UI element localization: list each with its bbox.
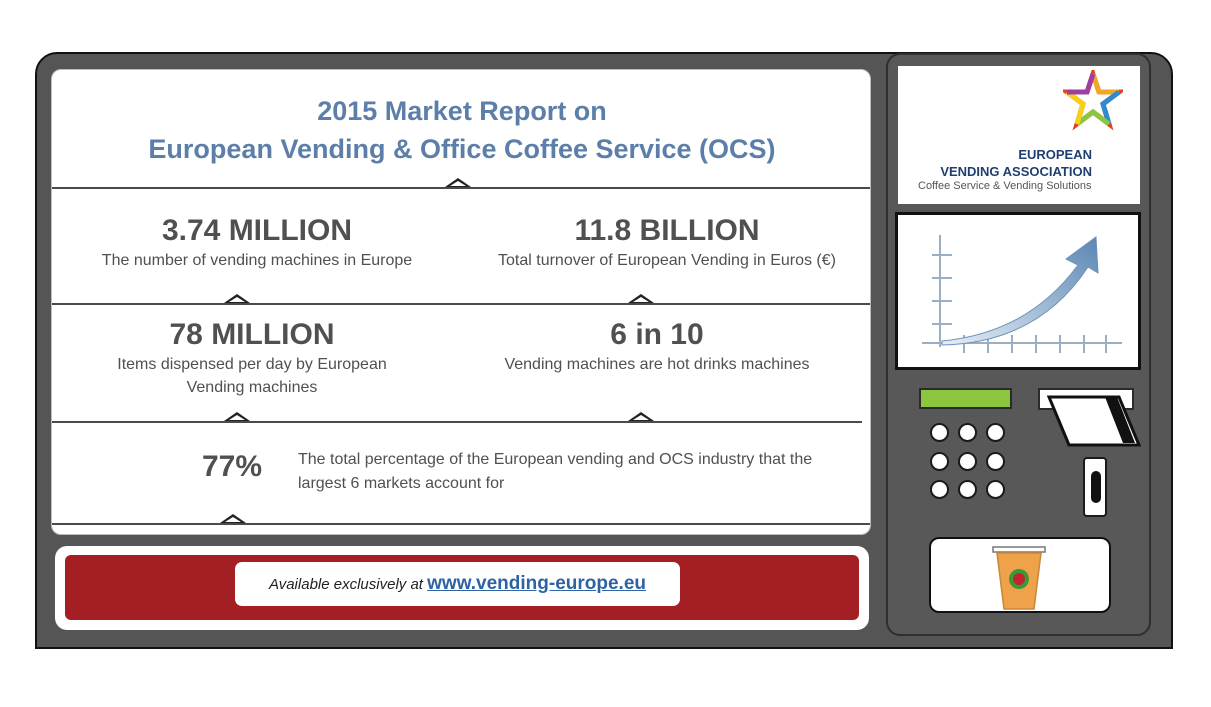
info-screen (51, 69, 871, 535)
logo-name-line-2: VENDING ASSOCIATION (940, 164, 1092, 179)
stat-value: 6 in 10 (610, 318, 704, 351)
divider (52, 187, 871, 189)
stat-description: Items dispensed per day by European Vending machines (117, 356, 387, 396)
star-icon (1063, 70, 1123, 134)
coin-slot[interactable] (1083, 457, 1107, 517)
stat-turnover (472, 213, 862, 272)
divider-notch (224, 294, 250, 303)
keypad-key[interactable] (930, 452, 949, 471)
card-icon (1045, 395, 1141, 447)
keypad-key[interactable] (986, 452, 1005, 471)
stat-description: Total turnover of European Vending in Euros (€) (498, 252, 836, 269)
coffee-cup-icon (989, 543, 1049, 613)
divider-notch (445, 178, 471, 187)
keypad-key[interactable] (930, 480, 949, 499)
page-title (52, 92, 871, 168)
divider (52, 303, 472, 305)
keypad-key[interactable] (986, 423, 1005, 442)
stat-items (92, 317, 412, 399)
cup-dispenser (929, 537, 1111, 613)
title-line-2: European Vending & Office Coffee Service (OCS) (148, 134, 776, 164)
logo-name (940, 146, 1092, 180)
keypad-key[interactable] (930, 423, 949, 442)
stat-hot-drinks (472, 317, 842, 376)
divider-notch (628, 412, 654, 421)
stat-description: Vending machines are hot drinks machines (504, 356, 810, 373)
divider-notch (220, 514, 246, 523)
share-description: The total percentage of the European vending and OCS industry that the largest 6 markets account for (298, 451, 813, 492)
divider (472, 303, 871, 305)
growth-chart-icon (898, 215, 1138, 367)
stat-value: 3.74 MILLION (161, 214, 353, 247)
share-value: 77% (202, 450, 263, 483)
stat-machines (72, 213, 442, 272)
stat-description: The number of vending machines in Europe (101, 252, 413, 269)
growth-chart-panel (895, 212, 1141, 370)
keypad-key[interactable] (986, 480, 1005, 499)
stat-value: 78 MILLION (169, 318, 335, 351)
divider-notch (628, 294, 654, 303)
logo-tagline: Coffee Service & Vending Solutions (918, 180, 1092, 192)
association-logo (898, 66, 1140, 204)
divider (52, 523, 871, 525)
divider-notch (224, 412, 250, 421)
divider (52, 421, 862, 423)
keypad-key[interactable] (958, 480, 977, 499)
availability-text: Available exclusively at (268, 576, 423, 593)
coin-display (919, 388, 1012, 409)
title-line-1: 2015 Market Report on (317, 96, 607, 126)
stat-value: 11.8 BILLION (574, 214, 760, 247)
logo-name-line-1: EUROPEAN (1018, 147, 1092, 162)
keypad-key[interactable] (958, 452, 977, 471)
keypad-key[interactable] (958, 423, 977, 442)
availability-box (235, 562, 680, 606)
website-link[interactable]: www.vending-europe.eu (427, 573, 647, 594)
